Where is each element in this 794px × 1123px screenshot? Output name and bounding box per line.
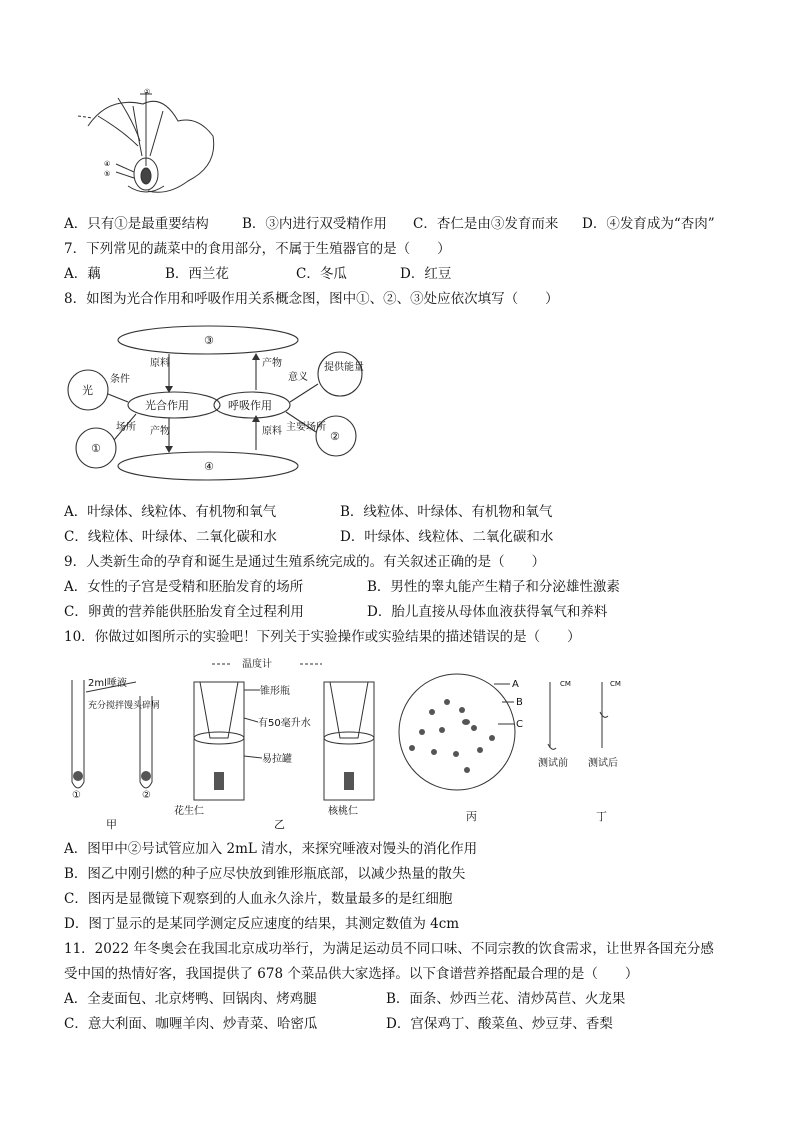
q6-option-a[interactable]: A．只有①是最重要结构 <box>64 216 209 232</box>
flower-label-1: ① <box>144 88 151 96</box>
thermometer-label: 温度计 <box>242 659 272 670</box>
panel-label-yi: 乙 <box>274 818 285 831</box>
q11-option-c[interactable]: C．意大利面、咖喱羊肉、炒青菜、哈密瓜 <box>64 1016 318 1032</box>
q11-stem-line2: 受中国的热情好客，我国提供了 678 个菜品供大家选择。以下食谱营养搭配最合理的是（ ） <box>64 966 639 982</box>
q9-option-b[interactable]: B．男性的睾丸能产生精子和分泌雄性激素 <box>367 579 620 595</box>
panel-label-bing: 丙 <box>466 810 477 823</box>
flask-label: 锥形瓶 <box>260 686 290 697</box>
q8-option-d[interactable]: D．叶绿体、线粒体、二氧化碳和水 <box>340 529 554 545</box>
q8-stem: 8．如图为光合作用和呼吸作用关系概念图，图中①、②、③处应依次填写（ ） <box>64 291 559 307</box>
label-prod2: 产物 <box>150 426 170 437</box>
bottom-oval-label: ④ <box>204 460 214 473</box>
seed-2-label: 核桃仁 <box>328 806 358 817</box>
circle-1-label: ① <box>91 442 101 455</box>
q8-option-c[interactable]: C．线粒体、叶绿体、二氧化碳和水 <box>64 529 277 545</box>
q6-option-b[interactable]: B．③内进行双受精作用 <box>242 216 387 232</box>
q9-option-d[interactable]: D．胎儿直接从母体血液获得氧气和养料 <box>367 604 608 620</box>
q11-stem-line1: 11．2022 年冬奥会在我国北京成功举行，为满足运动员不同口味、不同宗教的饮食需求，让世界各国充分感 <box>64 941 714 957</box>
tube-label: 2ml唾液 <box>88 678 127 689</box>
ruler-unit-before: CM <box>560 680 571 688</box>
label-condition: 条件 <box>110 374 130 385</box>
q9-option-a[interactable]: A．女性的子宫是受精和胚胎发育的场所 <box>64 579 304 595</box>
photosynthesis-respiration-diagram <box>66 318 366 494</box>
label-raw1: 原料 <box>150 358 170 369</box>
energy-circle <box>318 352 362 396</box>
cell-label-b: B <box>516 697 523 708</box>
ruler-unit-after: CM <box>610 680 621 688</box>
tube-label-2: 充分搅拌馒头碎屑 <box>88 701 161 711</box>
cell-label-a: A <box>512 679 519 690</box>
q6-option-c[interactable]: C．杏仁是由③发育而来 <box>413 216 559 232</box>
water-label: 有50毫升水 <box>258 718 311 729</box>
q7-stem: 7．下列常见的蔬菜中的食用部分，不属于生殖器官的是（ ） <box>64 241 451 257</box>
after-label: 测试后 <box>588 758 618 769</box>
flower-diagram <box>68 86 228 206</box>
label-site: 场所 <box>116 422 136 433</box>
q7-option-a[interactable]: A．藕 <box>64 266 101 282</box>
q10-option-d[interactable]: D．图丁显示的是某同学测定反应速度的结果，其测定数值为 4cm <box>64 916 460 932</box>
flower-label-4: ④ <box>104 160 111 168</box>
q10-stem: 10．你做过如图所示的实验吧！下列关于实验操作或实验结果的描述错误的是（ ） <box>64 629 581 645</box>
seed-1-label: 花生仁 <box>174 806 204 817</box>
before-label: 测试前 <box>538 758 568 769</box>
tube-2-label: ② <box>142 790 151 801</box>
panel-label-ding: 丁 <box>596 810 607 823</box>
top-oval-label: ③ <box>204 334 214 347</box>
q10-option-c[interactable]: C．图丙是显微镜下观察到的人血永久涂片，数量最多的是红细胞 <box>64 891 453 907</box>
experiment-figure <box>62 652 652 832</box>
circle-2-label: ② <box>330 430 340 443</box>
q10-option-b[interactable]: B．图乙中刚引燃的种子应尽快放到锥形瓶底部，以减少热量的散失 <box>64 866 466 882</box>
q7-option-b[interactable]: B．西兰花 <box>165 266 229 282</box>
process-left-label: 光合作用 <box>145 399 189 412</box>
energy-label <box>324 360 364 373</box>
q9-stem: 9．人类新生命的孕育和诞生是通过生殖系统完成的。有关叙述正确的是（ ） <box>64 554 546 570</box>
process-right-label: 呼吸作用 <box>228 399 272 412</box>
stand-label: 易拉罐 <box>262 754 292 765</box>
q11-option-d[interactable]: D．宫保鸡丁、酸菜鱼、炒豆芽、香梨 <box>386 1016 613 1032</box>
label-meaning: 意义 <box>288 372 308 383</box>
q8-option-b[interactable]: B．线粒体、叶绿体、有机物和氧气 <box>340 504 553 520</box>
label-prod1: 产物 <box>262 358 282 369</box>
q9-option-c[interactable]: C．卵黄的营养能供胚胎发育全过程利用 <box>64 604 304 620</box>
energy-label-text: 提供能量 <box>324 362 364 373</box>
cell-label-c: C <box>516 719 523 730</box>
q6-option-d[interactable]: D．④发育成为“杏肉” <box>582 216 715 232</box>
q11-option-a[interactable]: A．全麦面包、北京烤鸭、回锅肉、烤鸡腿 <box>64 991 317 1007</box>
q7-option-d[interactable]: D．红豆 <box>400 266 452 282</box>
flower-label-5: ⑤ <box>104 170 111 178</box>
q11-option-b[interactable]: B．面条、炒西兰花、清炒莴苣、火龙果 <box>386 991 626 1007</box>
light-label: 光 <box>82 384 93 397</box>
q8-option-a[interactable]: A．叶绿体、线粒体、有机物和氧气 <box>64 504 277 520</box>
panel-label-jia: 甲 <box>106 818 117 831</box>
label-raw2: 原料 <box>262 426 282 437</box>
label-main-site: 主要场所 <box>286 422 326 433</box>
q7-option-c[interactable]: C．冬瓜 <box>296 266 347 282</box>
tube-1-label: ① <box>72 790 81 801</box>
q10-option-a[interactable]: A．图甲中②号试管应加入 2mL 清水，来探究唾液对馒头的消化作用 <box>64 841 478 857</box>
